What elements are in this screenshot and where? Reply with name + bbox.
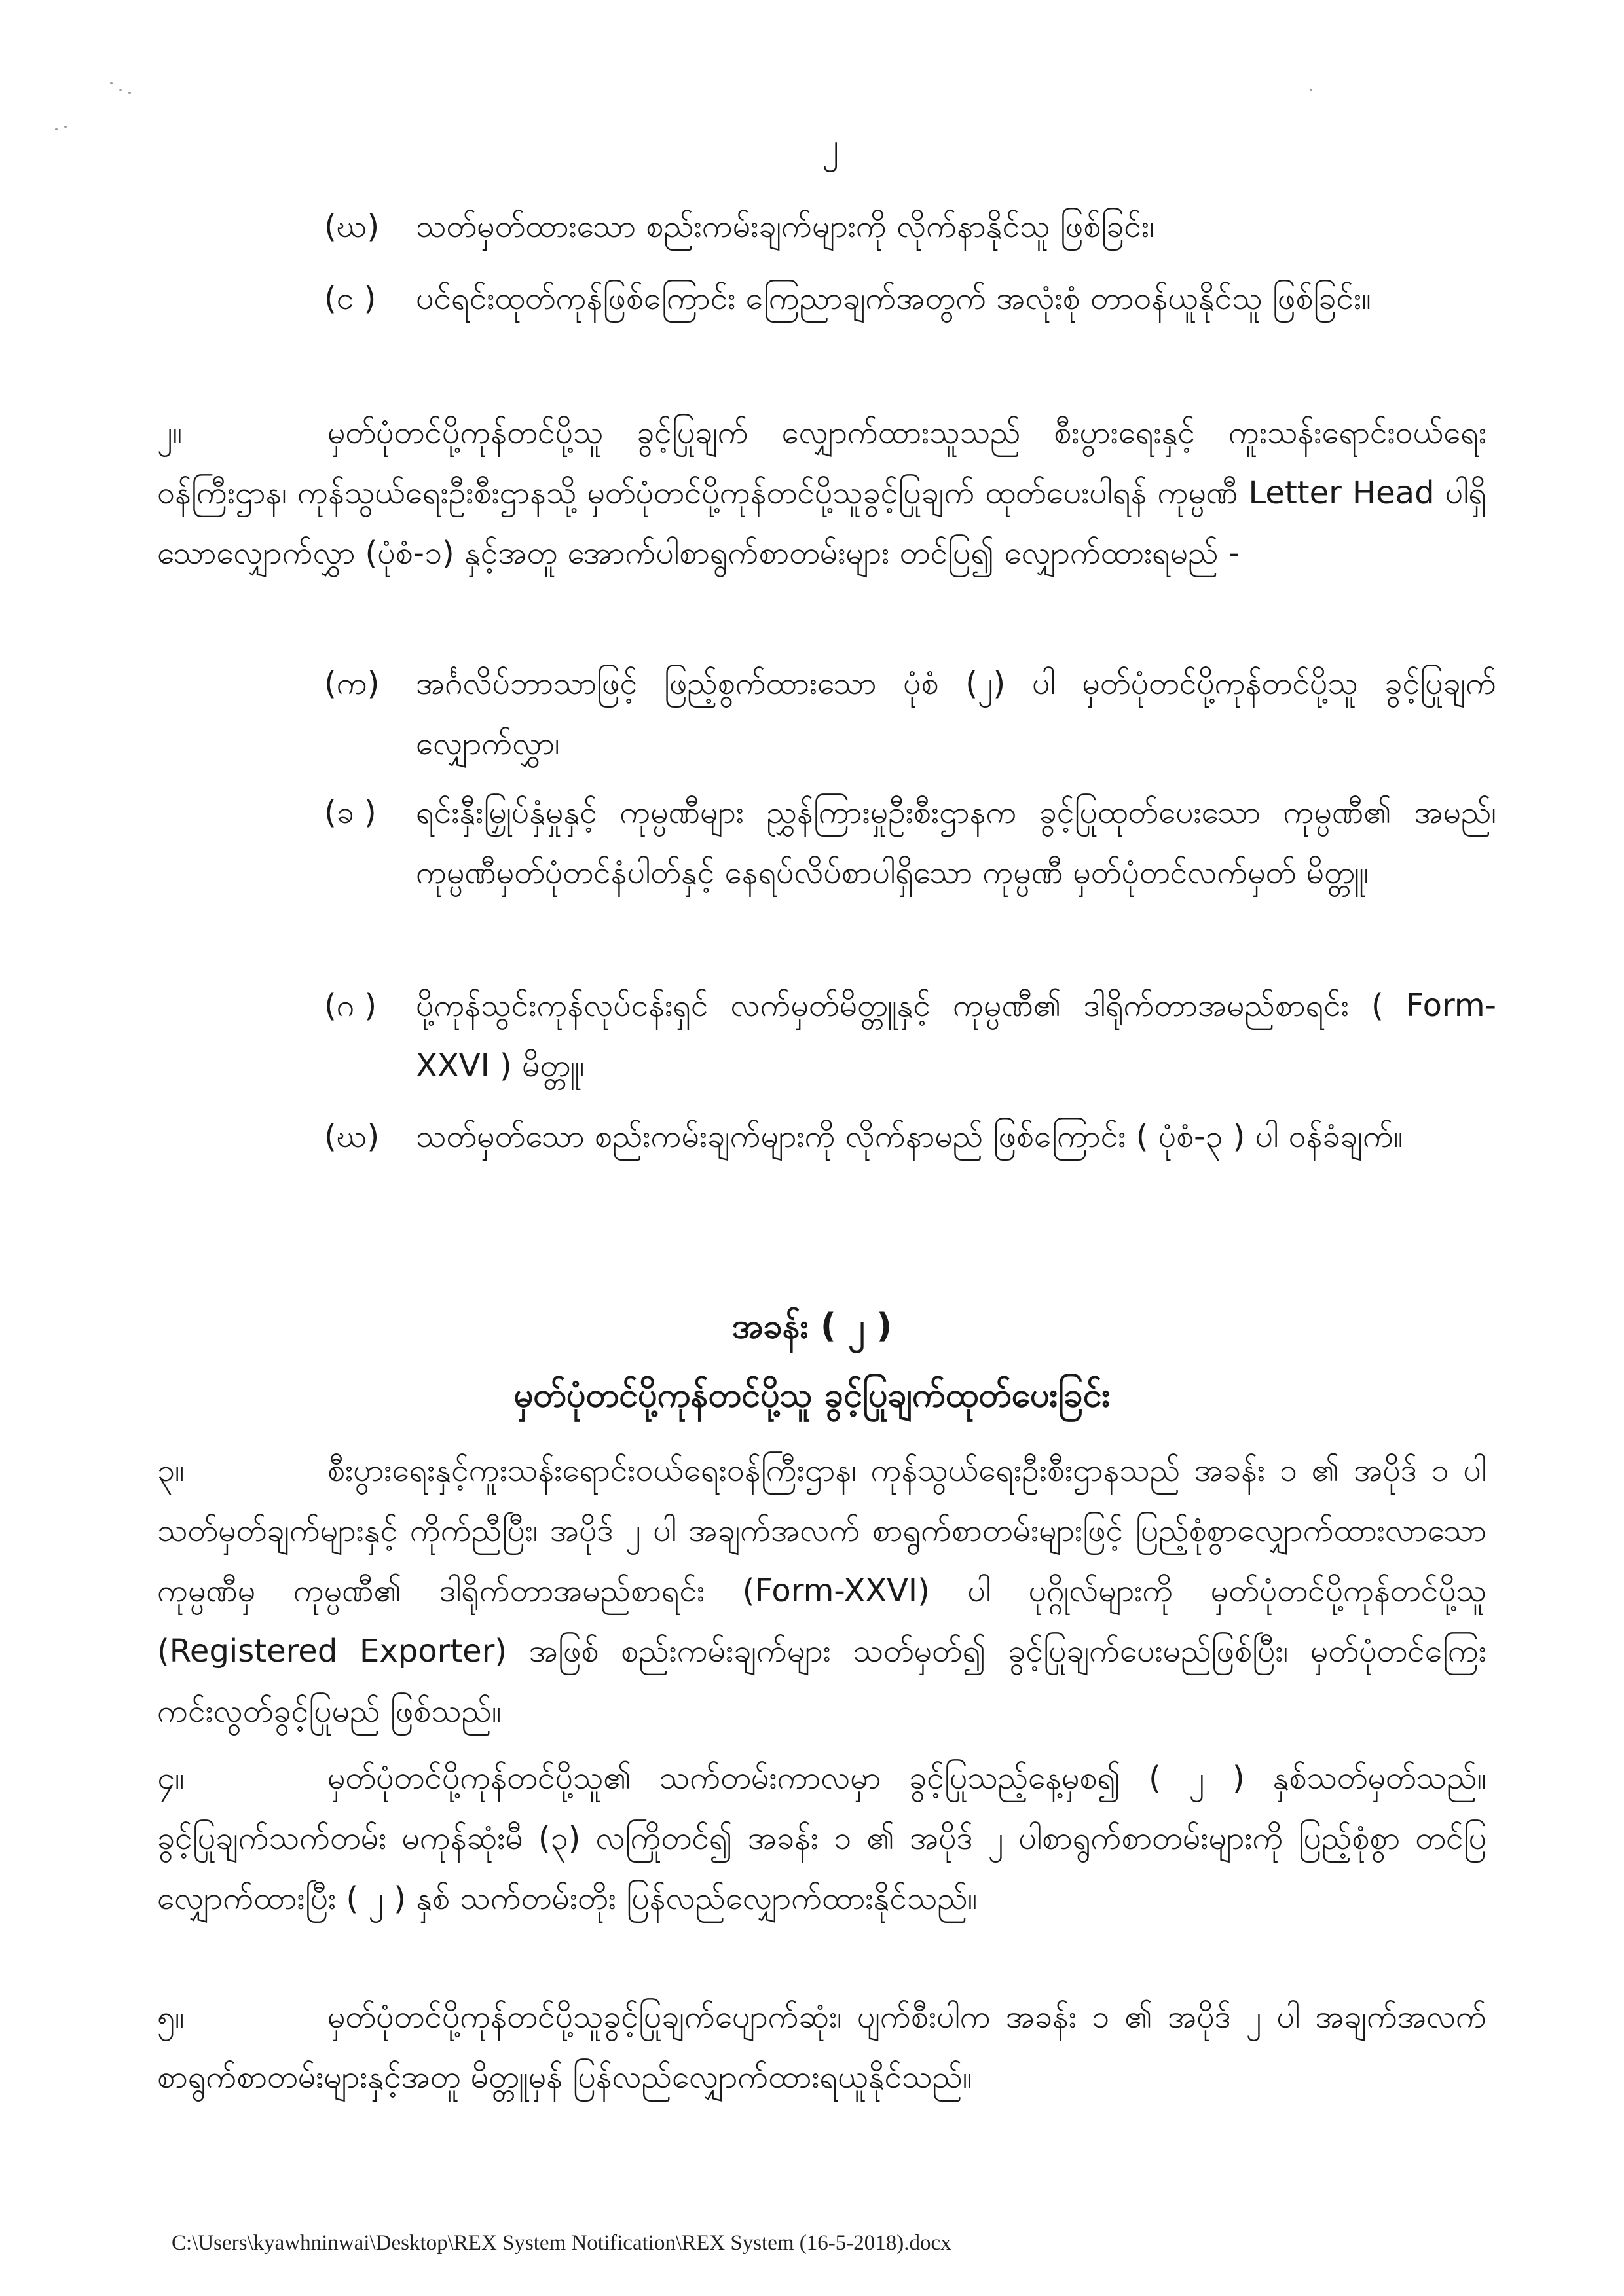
scan-speck — [64, 126, 67, 128]
list-item-text: ပင်ရင်းထုတ်ကုန်ဖြစ်ကြောင်း ကြေညာချက်အတွက် အလုံးစုံ တာဝန်ယူနိုင်သူ ဖြစ်ခြင်း။ — [416, 280, 1371, 317]
list-item-marker: (ဃ) — [324, 208, 380, 245]
list-item-marker: (င ) — [324, 280, 377, 317]
scan-speck — [1310, 89, 1312, 91]
paragraph-number: ၄။ — [157, 1760, 185, 1796]
scan-speck — [119, 89, 122, 91]
list-item — [324, 653, 1496, 774]
paragraph — [157, 1440, 1486, 1741]
chapter-title: အခန်း ( ၂ ) — [731, 1307, 893, 1346]
paragraph-text: မှတ်ပုံတင်ပို့ကုန်တင်ပို့သူ ခွင့်ပြုချက် လျှောက်ထားသူသည် စီးပွားရေးနှင့် ကူးသန်းရောင်းဝယ်ရေးဝန်ကြီးဌာန၊ ကုန်သွယ်ရေးဦးစီးဌာနသို့ မှတ်ပုံတင်ပို့ကုန်တင်ပို့သူခွင့်ပြုချက် ထုတ်ပေးပါရန် ကုမ္ပဏီ Letter Head ပါရှိသောလျှောက်လွှာ (ပုံစံ-၁) နှင့်အတူ အောက်ပါစာရွက်စာတမ်းများ တင်ပြ၍ လျှောက်ထားရမည် - — [157, 414, 1486, 572]
paragraph-text: မှတ်ပုံတင်ပို့ကုန်တင်ပို့သူခွင့်ပြုချက်ပျောက်ဆုံး၊ ပျက်စီးပါက အခန်း ၁ ၏ အပိုဒ် ၂ ပါ အချက်အလက် စာရွက်စာတမ်းများနှင့်အတူ မိတ္တူမှန် ပြန်လည်လျှောက်ထားရယူနိုင်သည်။ — [157, 1999, 1486, 2096]
scan-speck — [110, 82, 113, 84]
paragraph — [157, 1987, 1486, 2107]
list-item-text: အင်္ဂလိပ်ဘာသာဖြင့် ဖြည့်စွက်ထားသော ပုံစံ (၂) ပါ မှတ်ပုံတင်ပို့ကုန်တင်ပို့သူ ခွင့်ပြုချက် လျှောက်လွှာ၊ — [416, 665, 1496, 762]
page-number: ၂ — [822, 126, 839, 166]
list-item-marker: (ဂ ) — [324, 987, 377, 1024]
paragraph-text: မှတ်ပုံတင်ပို့ကုန်တင်ပို့သူ၏ သက်တမ်းကာလမှာ ခွင့်ပြုသည့်နေ့မှစ၍ ( ၂ ) နှစ်သတ်မှတ်သည်။ ခွင့်ပြုချက်သက်တမ်း မကုန်ဆုံးမီ (၃) လကြိုတင်၍ အခန်း ၁ ၏ အပိုဒ် ၂ ပါစာရွက်စာတမ်းများကို ပြည့်စုံစွာ တင်ပြလျှောက်ထားပြီး ( ၂ ) နှစ် သက်တမ်းတိုး ပြန်လည်လျှောက်ထားနိုင်သည်။ — [157, 1760, 1486, 1917]
paragraph — [157, 1748, 1486, 1929]
paragraph-number: ၂။ — [157, 414, 183, 451]
list-item-text: ပို့ကုန်သွင်းကုန်လုပ်ငန်းရှင် လက်မှတ်မိတ္တူနှင့် ကုမ္ပဏီ၏ ဒါရိုက်တာအမည်စာရင်း ( Form-XXVI ) မိတ္တူ၊ — [416, 987, 1496, 1084]
list-item — [324, 782, 1496, 903]
list-item — [324, 268, 1496, 329]
list-item — [324, 975, 1496, 1096]
list-item-text: သတ်မှတ်ထားသော စည်းကမ်းချက်များကို လိုက်နာနိုင်သူ ဖြစ်ခြင်း၊ — [416, 208, 1154, 245]
paragraph-number: ၅။ — [157, 1999, 185, 2035]
list-item-marker: (က) — [324, 665, 380, 702]
paragraph-text: စီးပွားရေးနှင့်ကူးသန်းရောင်းဝယ်ရေးဝန်ကြီးဌာန၊ ကုန်သွယ်ရေးဦးစီးဌာနသည် အခန်း ၁ ၏ အပိုဒ် ၁ ပါ သတ်မှတ်ချက်များနှင့် ကိုက်ညီပြီး၊ အပိုဒ် ၂ ပါ အချက်အလက် စာရွက်စာတမ်းများဖြင့် ပြည့်စုံစွာလျှောက်ထားလာသော ကုမ္ပဏီမှ ကုမ္ပဏီ၏ ဒါရိုက်တာအမည်စာရင်း (Form-XXVI) ပါ ပုဂ္ဂိုလ်များကို မှတ်ပုံတင်ပို့ကုန်တင်ပို့သူ (Registered Exporter) အဖြစ် စည်းကမ်းချက်များ သတ်မှတ်၍ ခွင့်ပြုချက်ပေးမည်ဖြစ်ပြီး၊ မှတ်ပုံတင်ကြေးကင်းလွတ်ခွင့်ပြုမည် ဖြစ်သည်။ — [157, 1452, 1486, 1730]
list-item — [324, 1106, 1496, 1167]
list-item — [324, 196, 1496, 257]
scan-speck — [128, 92, 131, 94]
chapter-subtitle: မှတ်ပုံတင်ပို့ကုန်တင်ပို့သူ ခွင့်ပြုချက်ထုတ်ပေးခြင်း — [513, 1376, 1111, 1415]
paragraph — [157, 403, 1486, 583]
scan-speck — [55, 128, 58, 130]
list-item-text: သတ်မှတ်သော စည်းကမ်းချက်များကို လိုက်နာမည် ဖြစ်ကြောင်း ( ပုံစံ-၃ ) ပါ ဝန်ခံချက်။ — [416, 1118, 1403, 1155]
list-item-text: ရင်းနှီးမြှုပ်နှံမှုနှင့် ကုမ္ပဏီများ ညွှန်ကြားမှုဦးစီးဌာနက ခွင့်ပြုထုတ်ပေးသော ကုမ္ပဏီ၏ အမည်၊ ကုမ္ပဏီမှတ်ပုံတင်နံပါတ်နှင့် နေရပ်လိပ်စာပါရှိသော ကုမ္ပဏီ မှတ်ပုံတင်လက်မှတ် မိတ္တူ၊ — [416, 794, 1496, 891]
paragraph-number: ၃။ — [157, 1452, 185, 1489]
list-item-marker: (ဃ) — [324, 1118, 380, 1155]
footer-file-path: C:\Users\kyawhninwai\Desktop\REX System Notification\REX System (16-5-2018).docx — [172, 2231, 951, 2255]
list-item-marker: (ခ ) — [324, 794, 377, 831]
